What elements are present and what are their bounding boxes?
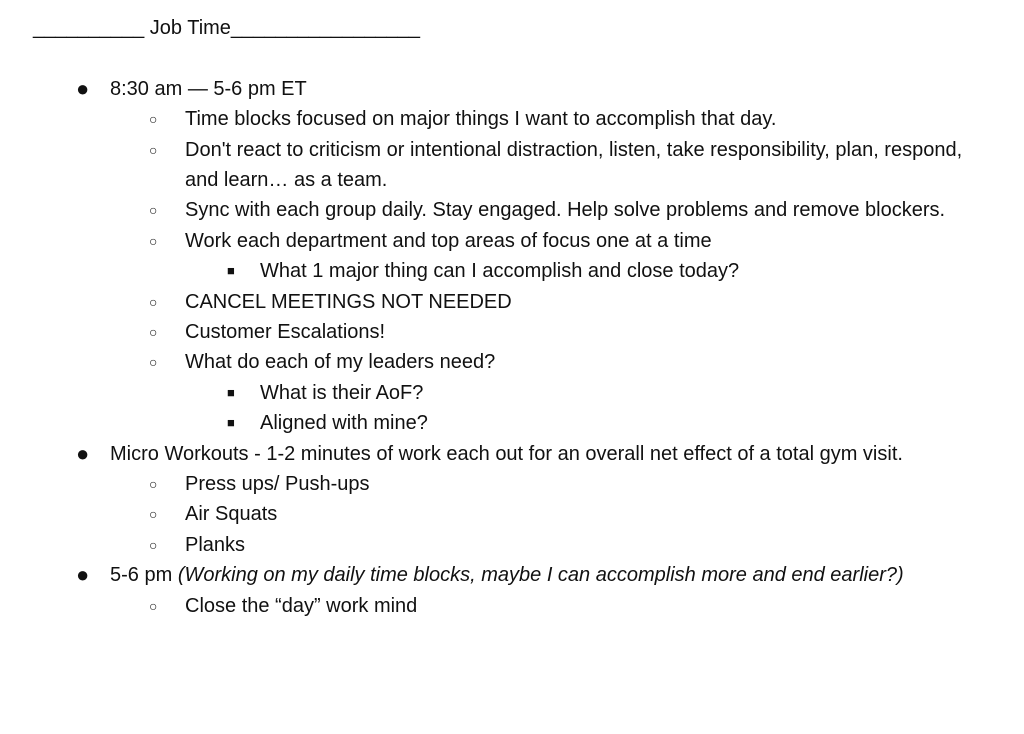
item-text: Air Squats xyxy=(185,503,278,526)
bullet-square-icon: ■ xyxy=(227,384,235,400)
bullet-circle-icon: ○ xyxy=(149,232,158,249)
list-item xyxy=(149,347,995,438)
bullet-disc-icon: ● xyxy=(76,440,90,466)
item-text: Work each department and top areas of focus one at a time xyxy=(185,229,712,252)
bullet-circle-icon: ○ xyxy=(149,597,158,614)
list-item xyxy=(149,317,995,347)
bullet-circle-icon: ○ xyxy=(149,354,158,371)
bullet-square-icon: ■ xyxy=(227,415,235,431)
item-text: What 1 major thing can I accomplish and close today? xyxy=(260,260,740,283)
list-item xyxy=(76,74,995,439)
list-item xyxy=(149,287,995,317)
item-text: Aligned with mine? xyxy=(260,412,428,435)
item-text: What is their AoF? xyxy=(260,381,424,404)
item-text: Don't react to criticism or intentional distraction, listen, take responsibility, plan, respond, and learn… as a team. xyxy=(185,138,963,192)
list-item xyxy=(76,560,995,621)
item-text: Press ups/ Push-ups xyxy=(185,473,370,496)
list-item xyxy=(149,226,995,287)
bullet-disc-icon: ● xyxy=(76,75,90,101)
list-item xyxy=(149,591,995,621)
list-item xyxy=(149,469,995,499)
item-text: What do each of my leaders need? xyxy=(185,351,496,374)
list-item xyxy=(227,378,995,408)
item-text: 8:30 am — 5-6 pm ET xyxy=(110,77,307,100)
list-item xyxy=(149,499,995,529)
list-item xyxy=(227,408,995,438)
item-text: Sync with each group daily. Stay engaged. Help solve problems and remove blockers. xyxy=(185,199,946,222)
list-item xyxy=(149,195,995,225)
item-text: Time blocks focused on major things I want to accomplish that day. xyxy=(185,108,777,131)
list-item xyxy=(227,256,995,286)
list-item xyxy=(76,439,995,561)
document-title: __________ Job Time_________________ xyxy=(33,17,421,39)
bullet-circle-icon: ○ xyxy=(149,202,158,219)
item-text: Close the “day” work mind xyxy=(185,594,418,617)
bullet-circle-icon: ○ xyxy=(149,536,158,553)
bullet-circle-icon: ○ xyxy=(149,506,158,523)
bullet-disc-icon: ● xyxy=(76,562,90,588)
bullet-square-icon: ■ xyxy=(227,263,235,279)
bullet-circle-icon: ○ xyxy=(149,111,158,128)
list-item xyxy=(149,135,995,196)
bullet-circle-icon: ○ xyxy=(149,141,158,158)
item-text: CANCEL MEETINGS NOT NEEDED xyxy=(185,290,512,313)
list-item xyxy=(149,104,995,134)
item-italic-note: (Working on my daily time blocks, maybe I can accomplish more and end earlier?) xyxy=(177,564,904,587)
list-item xyxy=(149,530,995,560)
item-text: Customer Escalations! xyxy=(185,321,386,344)
bullet-circle-icon: ○ xyxy=(149,324,158,341)
item-text: 5-6 pm xyxy=(110,564,173,587)
item-text: Micro Workouts - 1-2 minutes of work each out for an overall net effect of a total gym visit. xyxy=(110,442,903,465)
main-list xyxy=(0,74,995,621)
item-text: Planks xyxy=(185,533,246,556)
bullet-circle-icon: ○ xyxy=(149,293,158,310)
bullet-circle-icon: ○ xyxy=(149,476,158,493)
